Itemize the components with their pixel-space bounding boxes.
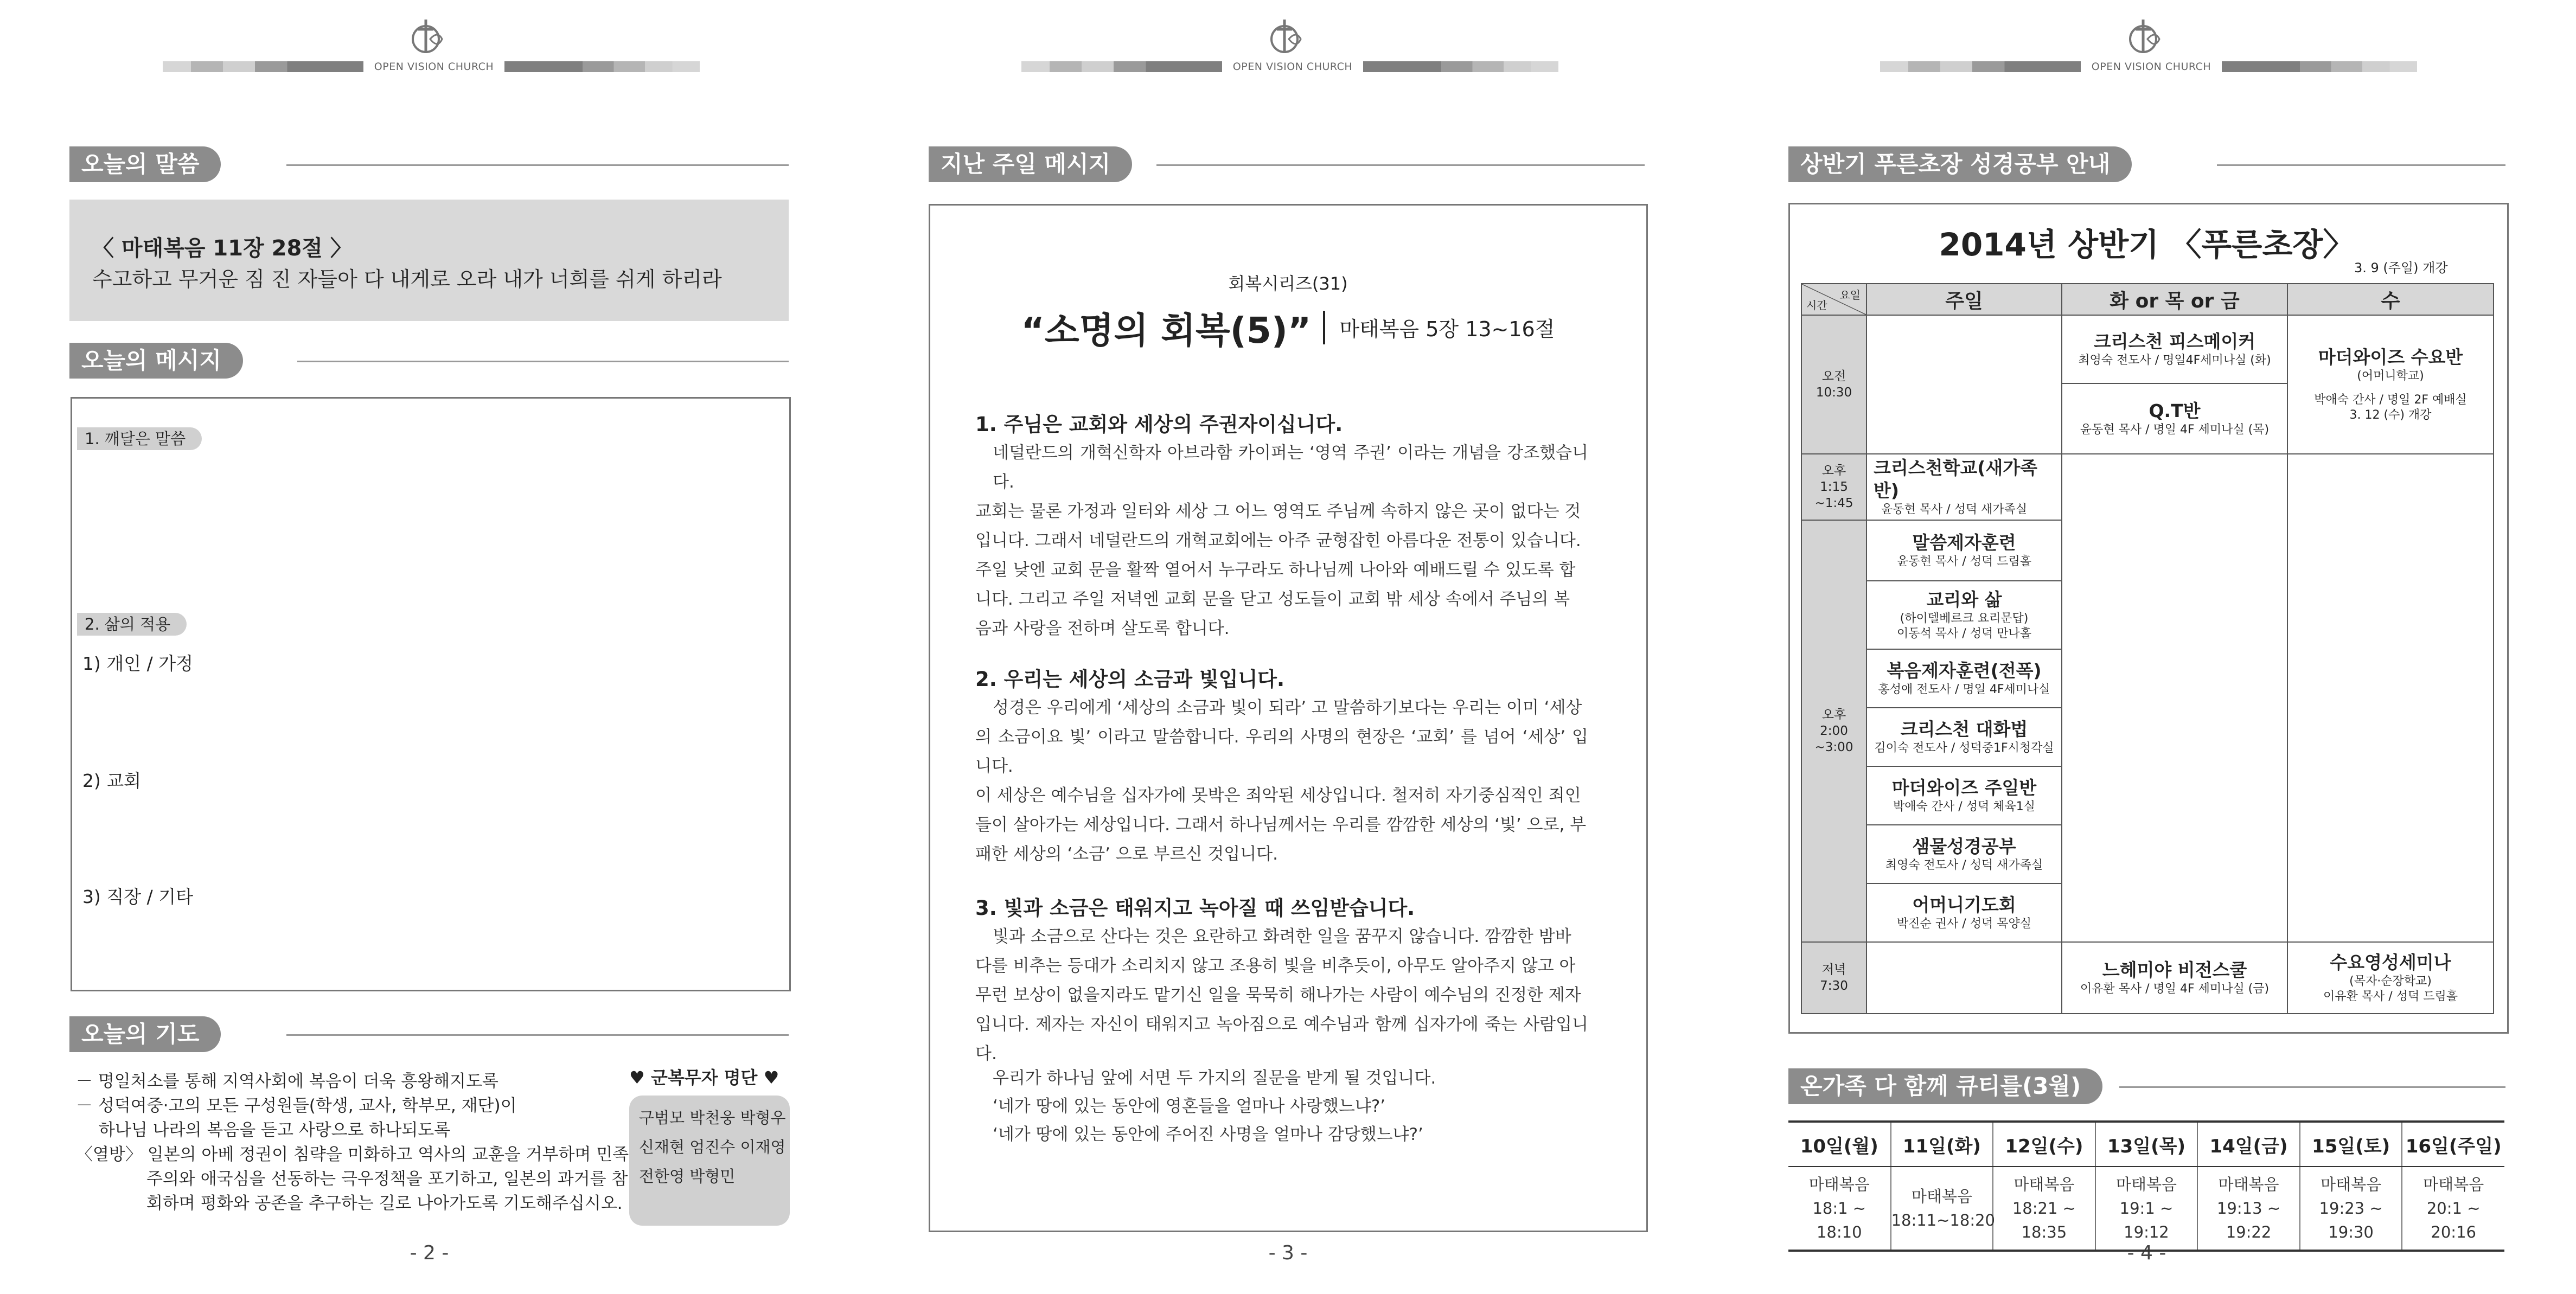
class-leader: 윤동현 목사 / 명일 4F 세미나실 (목) bbox=[2080, 423, 2270, 437]
section-rule bbox=[1156, 164, 1645, 166]
class-name: 수요영성세미나 bbox=[2330, 952, 2451, 973]
class-leader: 박애숙 간사 / 성덕 체육1실 bbox=[1893, 800, 2035, 813]
time-label: ~3:00 bbox=[1814, 740, 1853, 754]
qt-passage bbox=[1993, 1167, 2095, 1251]
class-cell bbox=[1867, 454, 2062, 520]
section-today-message bbox=[69, 343, 789, 379]
schedule-start-date: 3. 9 (주일) 개강 bbox=[2354, 260, 2448, 276]
class-leader: 윤동현 목사 / 성덕 새가족실 bbox=[1881, 503, 2028, 516]
time-label: 10:30 bbox=[1816, 386, 1852, 400]
page-number: - 2 - bbox=[410, 1242, 449, 1264]
time-lunch bbox=[1801, 454, 1867, 520]
qt-book: 마태복음 bbox=[2321, 1175, 2382, 1194]
verse-reference: 〈 마태복음 11장 28절 〉 bbox=[92, 236, 352, 261]
point-heading: 3. 빛과 소금은 태워지고 녹아질 때 쓰임받습니다. bbox=[975, 896, 1415, 920]
qt-day: 13일(목) bbox=[2095, 1122, 2198, 1167]
qt-passage bbox=[2095, 1167, 2198, 1251]
page-number: - 3 - bbox=[1268, 1242, 1308, 1264]
point-line: 입니다. 제자는 자신이 태워지고 녹아짐으로 예수님과 함께 십자가에 죽는 사람입니다. bbox=[975, 1015, 1588, 1064]
brand-name: OPEN VISION CHURCH bbox=[1232, 61, 1353, 73]
header-bar-left bbox=[1021, 61, 1222, 72]
point-line: 입니다. 그래서 네덜란드의 개혁교회에는 아주 균형잡힌 아름다운 전통이 있습니다. bbox=[975, 531, 1581, 550]
class-leader: 최영숙 전도사 / 명일4F세미나실 (화) bbox=[2078, 354, 2271, 367]
point-line: 다를 비추는 등대가 소리치지 않고 조용히 빛을 비추듯이, 아무도 알아주지 않고 아 bbox=[975, 956, 1576, 976]
section-today-prayer bbox=[69, 1016, 789, 1052]
page-2 bbox=[0, 0, 859, 1294]
brand-name: OPEN VISION CHURCH bbox=[374, 61, 494, 73]
prayer-list bbox=[76, 1069, 629, 1216]
title-separator bbox=[1323, 311, 1325, 344]
qt-book: 마태복음 bbox=[1808, 1175, 1870, 1194]
schedule-row bbox=[1801, 942, 2494, 1014]
header-bar-left bbox=[1880, 61, 2081, 72]
qt-book: 마태복음 bbox=[1911, 1187, 1972, 1206]
time-label: ~1:45 bbox=[1814, 496, 1853, 510]
church-logo-icon bbox=[2121, 15, 2167, 61]
class-cell bbox=[1867, 649, 2062, 708]
section-title: 지난 주일 메시지 bbox=[929, 146, 1132, 182]
point-body bbox=[975, 693, 1588, 869]
page-header bbox=[0, 15, 859, 75]
qt-range: 19:13 ~ 19:22 bbox=[2216, 1199, 2281, 1241]
qt-passage-row bbox=[1788, 1167, 2504, 1251]
section-last-sunday-message bbox=[929, 146, 1645, 182]
header-sunday: 주일 bbox=[1867, 284, 2062, 315]
empty-cell bbox=[2062, 454, 2287, 942]
class-leader: 박애숙 간사 / 명일 2F 예배실 bbox=[2314, 393, 2467, 407]
class-leader: 이유환 목사 / 명일 4F 세미나실 (금) bbox=[2080, 982, 2270, 996]
class-cell bbox=[1867, 825, 2062, 883]
qt-book: 마태복음 bbox=[2115, 1175, 2177, 1194]
qt-range: 20:1 ~ 20:16 bbox=[2426, 1199, 2481, 1241]
class-cell bbox=[1867, 883, 2062, 942]
application-item: 2) 교회 bbox=[82, 770, 142, 791]
schedule-table bbox=[1801, 283, 2494, 1014]
section-title: 오늘의 기도 bbox=[69, 1016, 221, 1052]
class-cell bbox=[2287, 315, 2494, 454]
point-line: 이 세상은 예수님을 십자가에 못박은 죄악된 세상입니다. 철저히 자기중심적인 죄인 bbox=[975, 786, 1581, 805]
application-item: 3) 직장 / 기타 bbox=[82, 886, 193, 907]
header-tue-thu-fri: 화 or 목 or 금 bbox=[2062, 284, 2287, 315]
military-names: 구범모 박천웅 박형우 bbox=[639, 1109, 786, 1127]
class-name: 크리스천 대화법 bbox=[1900, 719, 2028, 740]
military-names: 전한영 박형민 bbox=[639, 1167, 736, 1186]
prayer-line: 하나님 나라의 복음을 듣고 사랑으로 하나되도록 bbox=[99, 1120, 451, 1140]
corner-cell bbox=[1801, 284, 1867, 315]
church-logo-icon bbox=[404, 15, 450, 61]
closing-line: ‘네가 땅에 있는 동안에 주어진 사명을 얼마나 감당했느냐?’ bbox=[993, 1125, 1423, 1144]
qt-day: 16일(주일) bbox=[2402, 1122, 2504, 1167]
section-rule bbox=[286, 1034, 789, 1036]
class-cell bbox=[2062, 942, 2287, 1014]
point-line: 패한 세상의 ‘소금’ 으로 부르신 것입니다. bbox=[975, 844, 1278, 864]
class-name: 크리스천 피스메이커 bbox=[2093, 331, 2256, 352]
schedule-row bbox=[1801, 315, 2494, 383]
section-rule bbox=[286, 164, 789, 166]
class-cell bbox=[2062, 383, 2287, 454]
class-cell bbox=[1867, 766, 2062, 825]
sermon-title-row bbox=[859, 302, 1717, 353]
sermon-title: “소명의 회복(5)” bbox=[1021, 310, 1312, 351]
schedule-title: 2014년 상반기 〈푸른초장〉 bbox=[1939, 226, 2355, 263]
tag-life-application: 2. 삶의 적용 bbox=[77, 613, 187, 636]
time-morning bbox=[1801, 315, 1867, 454]
brand-name: OPEN VISION CHURCH bbox=[2091, 61, 2211, 73]
class-leader: 최영숙 전도사 / 성덕 새가족실 bbox=[1885, 859, 2043, 872]
section-title: 상반기 푸른초장 성경공부 안내 bbox=[1788, 146, 2132, 182]
section-today-word bbox=[69, 146, 789, 182]
class-cell bbox=[1867, 520, 2062, 581]
time-label: 2:00 bbox=[1820, 724, 1848, 738]
prayer-line: 주의와 애국심을 선동하는 극우정책을 포기하고, 일본의 과거를 참 bbox=[146, 1169, 628, 1189]
time-label: 오후 bbox=[1821, 708, 1846, 722]
point-heading: 1. 주님은 교회와 세상의 주권자이십니다. bbox=[975, 413, 1343, 436]
prayer-line: 회하며 평화와 공존을 추구하는 길로 나아가도록 기도해주십시오. bbox=[146, 1194, 623, 1213]
closing-line: ‘네가 땅에 있는 동안에 영혼들을 얼마나 사랑했느냐?’ bbox=[993, 1097, 1386, 1116]
application-item: 1) 개인 / 가정 bbox=[82, 653, 193, 674]
empty-cell bbox=[2287, 454, 2494, 942]
time-label: 오후 bbox=[1821, 464, 1846, 478]
qt-day: 12일(수) bbox=[1993, 1122, 2095, 1167]
class-leader: 홍성애 전도사 / 명일 4F세미나실 bbox=[1878, 683, 2050, 696]
time-label: 저녁 bbox=[1821, 963, 1846, 977]
point-line: 의 소금이요 빛’ 이라고 말씀합니다. 우리의 사명의 현장은 ‘교회’ 를 넘어 ‘세상’ 입니다. bbox=[975, 727, 1588, 776]
closing-line: 우리가 하나님 앞에 서면 두 가지의 질문을 받게 될 것입니다. bbox=[993, 1068, 1436, 1088]
point-line: 들이 살아가는 세상입니다. 그래서 하나님께서는 우리를 깜깜한 세상의 ‘빛’ 으로, 부 bbox=[975, 815, 1587, 835]
class-name: 마더와이즈 주일반 bbox=[1891, 777, 2037, 798]
header-bar-right bbox=[504, 61, 700, 72]
qt-passage bbox=[2300, 1167, 2402, 1251]
point-line: 교회는 물론 가정과 일터와 세상 그 어느 영역도 주님께 속하지 않은 곳이 없다는 것 bbox=[975, 502, 1581, 521]
qt-book: 마태복음 bbox=[2014, 1175, 2075, 1194]
section-bible-study bbox=[1788, 146, 2505, 182]
header-bar-right bbox=[1363, 61, 1558, 72]
sermon-closing bbox=[993, 1064, 1436, 1149]
section-title: 오늘의 말씀 bbox=[69, 146, 221, 182]
class-leader: 이동석 목사 / 성덕 만나홀 bbox=[1897, 627, 2031, 640]
page-header bbox=[859, 15, 1717, 75]
qt-day: 15일(토) bbox=[2300, 1122, 2402, 1167]
class-leader: 이유환 목사 / 성덕 드림홀 bbox=[2323, 990, 2458, 1003]
point-line: 음과 사랑을 전하며 살도록 합니다. bbox=[975, 619, 1230, 638]
class-name: 어머니기도회 bbox=[1912, 894, 2016, 915]
point-body bbox=[975, 922, 1588, 1068]
qt-table bbox=[1788, 1120, 2504, 1252]
class-name: 느헤미야 비전스쿨 bbox=[2102, 959, 2247, 981]
time-label: 1:15 bbox=[1820, 480, 1848, 494]
prayer-line: － 성덕여중·고의 모든 구성원들(학생, 교사, 학부모, 재단)이 bbox=[76, 1096, 517, 1116]
class-cell bbox=[1867, 581, 2062, 649]
class-name: 크리스천학교(새가족반) bbox=[1874, 457, 2037, 501]
class-subtitle: (목자·순장학교) bbox=[2349, 975, 2432, 988]
section-rule bbox=[2217, 164, 2505, 166]
qt-range: 18:11~18:20 bbox=[1891, 1211, 1996, 1229]
class-name: 말씀제자훈련 bbox=[1912, 532, 2016, 553]
class-note: 3. 12 (수) 개강 bbox=[2349, 408, 2432, 422]
sermon-scripture: 마태복음 5장 13~16절 bbox=[1339, 317, 1555, 341]
qt-passage bbox=[2402, 1167, 2504, 1251]
empty-cell bbox=[1867, 942, 2062, 1014]
class-name: 마더와이즈 수요반 bbox=[2318, 347, 2463, 368]
qt-range: 18:21 ~ 18:35 bbox=[2012, 1199, 2076, 1241]
class-name: 샘물성경공부 bbox=[1912, 836, 2016, 857]
qt-day: 10일(월) bbox=[1788, 1122, 1891, 1167]
class-cell bbox=[2062, 315, 2287, 383]
header-bar-right bbox=[2222, 61, 2417, 72]
military-names: 신재현 엄진수 이재영 bbox=[639, 1138, 786, 1156]
prayer-line: 〈열방〉 일본의 아베 정권이 침략을 미화하고 역사의 교훈을 거부하며 민족 bbox=[76, 1145, 629, 1164]
corner-day-label: 요일 bbox=[1839, 289, 1861, 302]
page-number: - 4 - bbox=[2127, 1242, 2166, 1264]
section-family-qt bbox=[1788, 1068, 2505, 1104]
church-logo-icon bbox=[1263, 15, 1308, 61]
verse-text: 수고하고 무거운 짐 진 자들아 다 내게로 오라 내가 너희를 쉬게 하리라 bbox=[92, 267, 722, 291]
schedule-row bbox=[1801, 454, 2494, 520]
time-label: 7:30 bbox=[1820, 979, 1848, 993]
point-line: 네덜란드의 개혁신학자 아브라함 카이퍼는 ‘영역 주권’ 이라는 개념을 강조했습니다. bbox=[993, 443, 1588, 492]
qt-passage bbox=[1891, 1167, 1996, 1251]
class-cell bbox=[1867, 708, 2062, 766]
time-evening bbox=[1801, 942, 1867, 1014]
point-line: 빛과 소금으로 산다는 것은 요란하고 화려한 일을 꿈꾸지 않습니다. 깜깜한 밤바 bbox=[993, 927, 1571, 946]
qt-range: 19:1 ~ 19:12 bbox=[2119, 1199, 2174, 1241]
qt-passage bbox=[2197, 1167, 2300, 1251]
header-wednesday: 수 bbox=[2287, 284, 2494, 315]
qt-days-row bbox=[1788, 1122, 2504, 1167]
military-list-box bbox=[629, 1096, 790, 1226]
qt-day: 14일(금) bbox=[2197, 1122, 2300, 1167]
qt-range: 18:1 ~ 18:10 bbox=[1812, 1199, 1867, 1241]
qt-passage bbox=[1788, 1167, 1891, 1251]
time-label: 오전 bbox=[1821, 369, 1846, 383]
qt-range: 19:23 ~ 19:30 bbox=[2319, 1199, 2383, 1241]
qt-day: 11일(화) bbox=[1891, 1122, 1993, 1167]
page-header bbox=[1717, 15, 2576, 75]
point-heading: 2. 우리는 세상의 소금과 빛입니다. bbox=[975, 668, 1285, 691]
class-cell bbox=[2287, 942, 2494, 1014]
verse-box bbox=[69, 200, 789, 321]
header-bar-left bbox=[163, 61, 363, 72]
point-line: 성경은 우리에게 ‘세상의 소금과 빛이 되라’ 고 말씀하기보다는 우리는 이미 ‘세상 bbox=[993, 698, 1582, 718]
tag-realized-word: 1. 깨달은 말씀 bbox=[77, 427, 202, 450]
class-subtitle: (하이델베르크 요리문답) bbox=[1900, 612, 2029, 625]
class-name: Q.T반 bbox=[2149, 400, 2201, 421]
point-line: 무런 보상이 없을지라도 맡기신 일을 묵묵히 해나가는 사람이 예수님의 진정한 제자 bbox=[975, 985, 1581, 1005]
corner-time-label: 시간 bbox=[1806, 299, 1827, 312]
qt-book: 마태복음 bbox=[2423, 1175, 2484, 1194]
military-list-heading: ♥ 군복무자 명단 ♥ bbox=[629, 1067, 779, 1088]
prayer-line: － 명일처소를 통해 지역사회에 복음이 더욱 흥왕해지도록 bbox=[76, 1072, 498, 1091]
sermon-series: 회복시리즈(31) bbox=[1228, 273, 1348, 294]
class-leader: 윤동현 목사 / 성덕 드림홀 bbox=[1897, 555, 2031, 568]
point-line: 주일 낮엔 교회 문을 활짝 열어서 누구라도 하나님께 나아와 예배드릴 수 있도록 합 bbox=[975, 560, 1576, 580]
section-rule bbox=[2119, 1086, 2505, 1088]
class-name: 교리와 삶 bbox=[1926, 589, 2002, 610]
class-leader: 박진순 권사 / 성덕 목양실 bbox=[1897, 917, 2031, 931]
section-title: 오늘의 메시지 bbox=[69, 343, 243, 379]
point-body bbox=[975, 438, 1588, 643]
section-title: 온가족 다 함께 큐티를(3월) bbox=[1788, 1068, 2102, 1104]
qt-book: 마태복음 bbox=[2218, 1175, 2279, 1194]
section-rule bbox=[297, 361, 789, 362]
time-afternoon bbox=[1801, 520, 1867, 942]
empty-cell bbox=[1867, 315, 2062, 454]
schedule-header-row bbox=[1801, 284, 2494, 315]
class-name: 복음제자훈련(전폭) bbox=[1887, 660, 2042, 681]
point-line: 니다. 그리고 주일 저녁엔 교회 문을 닫고 성도들이 교회 밖 세상 속에서 주님의 복 bbox=[975, 590, 1570, 609]
class-leader: 김이숙 전도사 / 성덕중1F시청각실 bbox=[1874, 741, 2054, 755]
class-subtitle: (어머니학교) bbox=[2357, 369, 2424, 383]
